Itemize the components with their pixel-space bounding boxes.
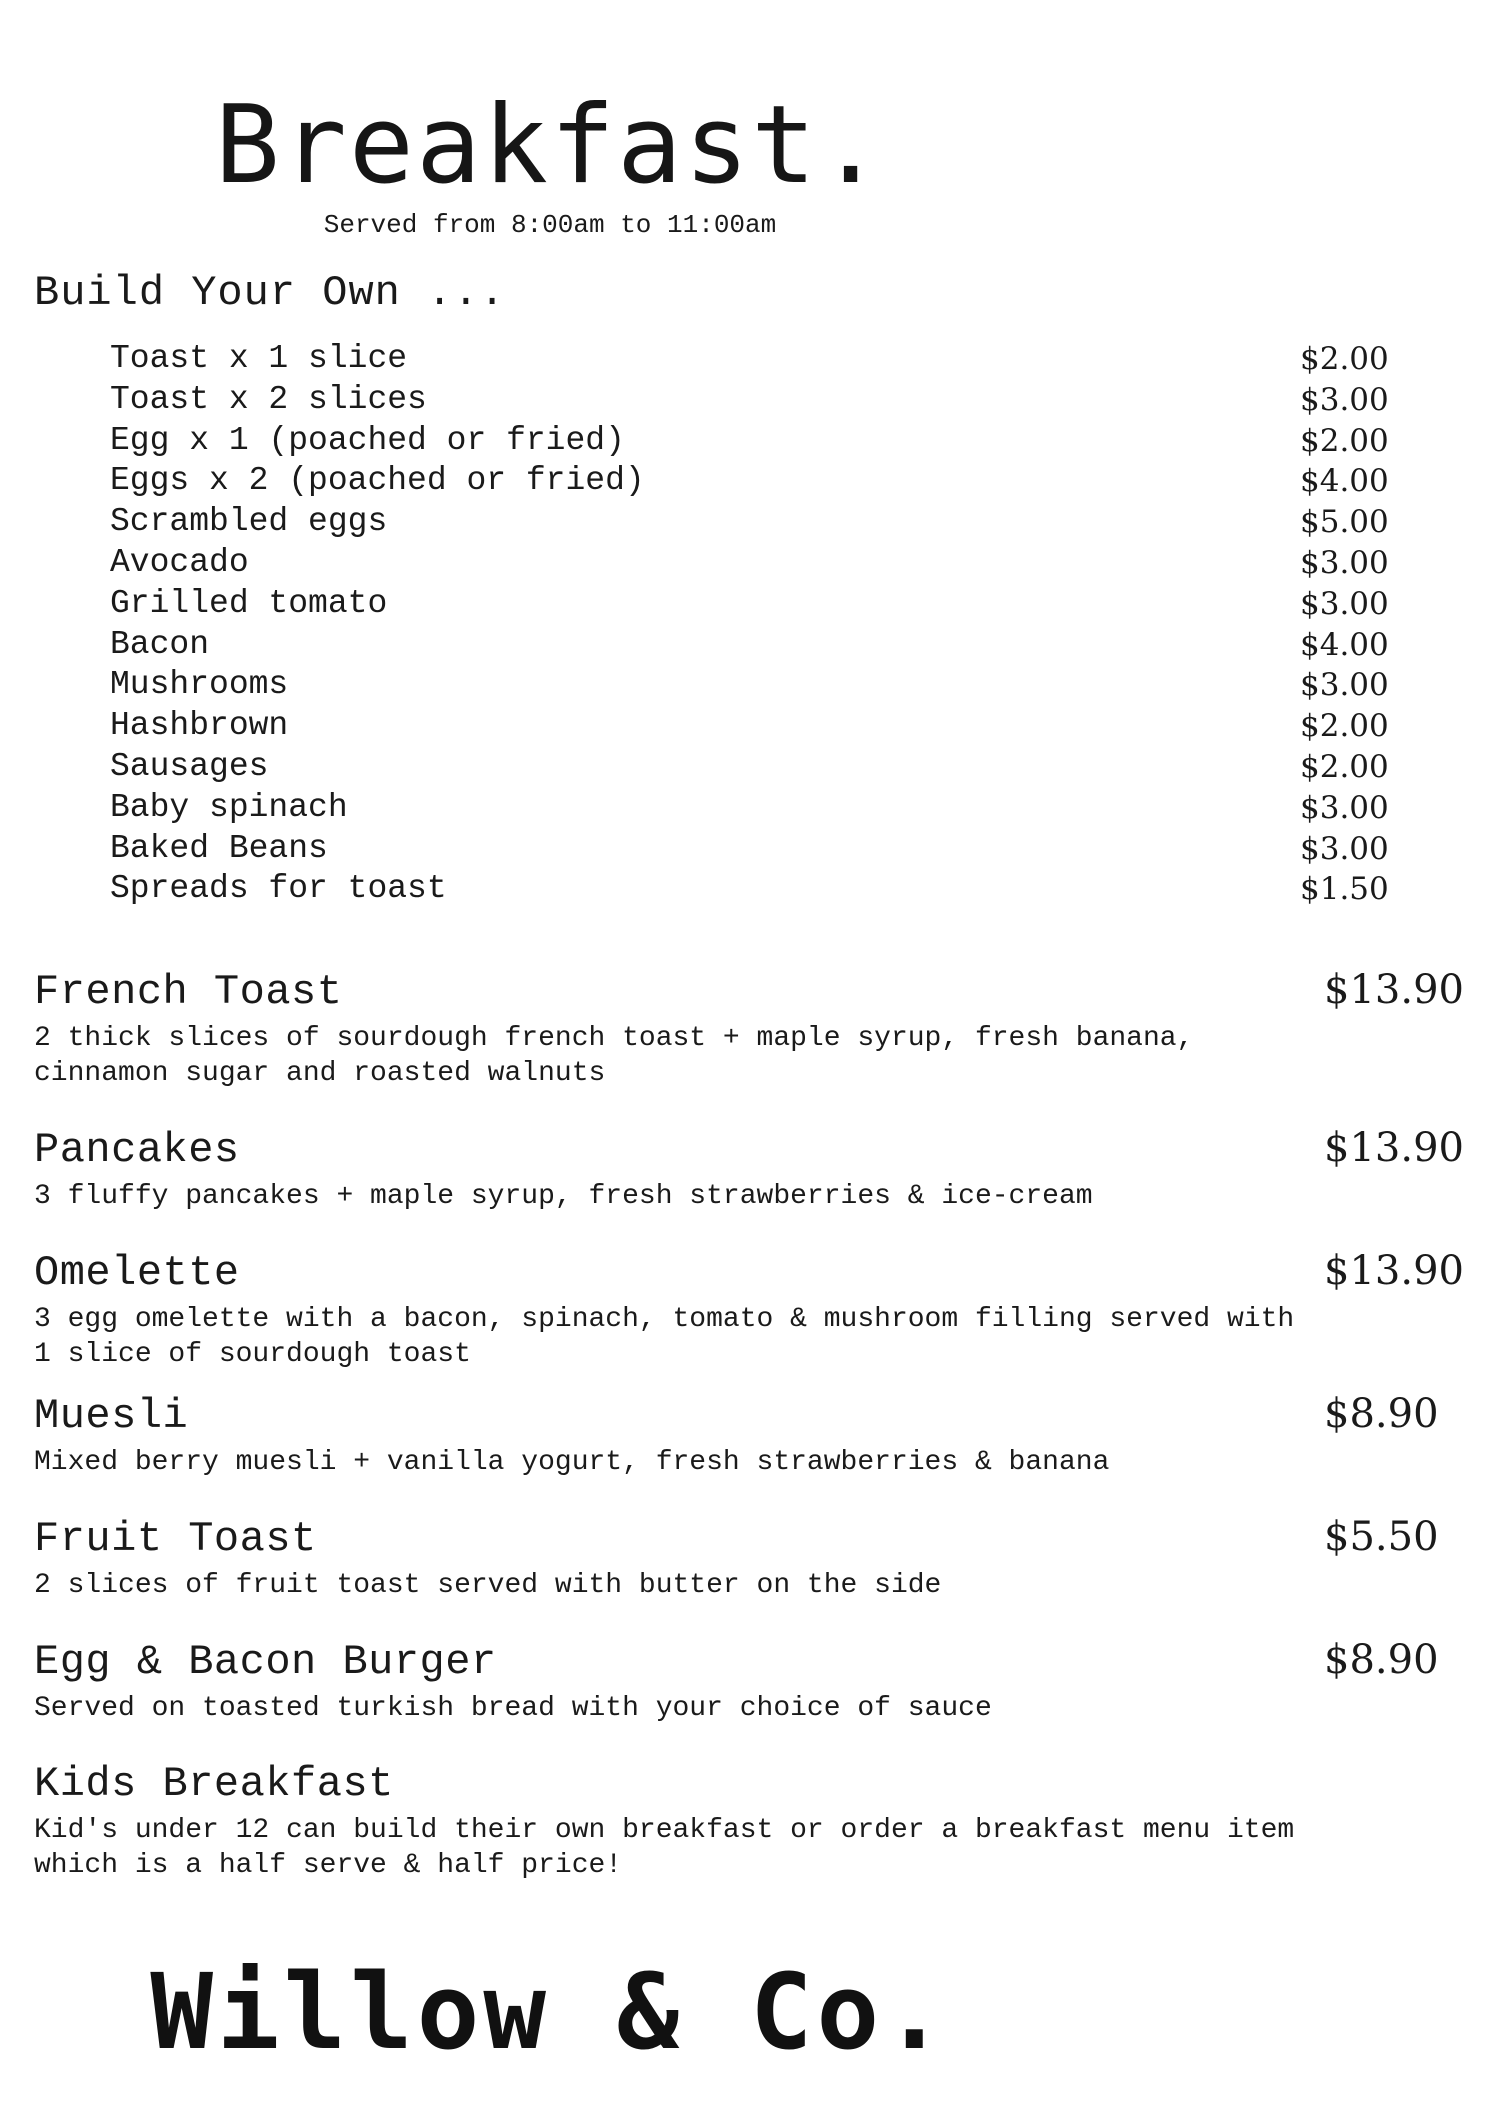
item-price: $3.00 [1300, 544, 1389, 581]
list-item [110, 706, 1400, 747]
item-price: $3.00 [1300, 585, 1389, 622]
item-price: $3.00 [1300, 830, 1389, 867]
item-name: Grilled tomato [110, 584, 388, 622]
dish-name: Muesli [34, 1392, 189, 1440]
list-item [110, 380, 1400, 421]
list-item [110, 788, 1400, 829]
build-your-own-list [110, 339, 1400, 910]
dish-description: Kid's under 12 can build their own breakfast or order a breakfast menu item which is a half serve & half price! [34, 1815, 1295, 1881]
dish-omelette [34, 1248, 1474, 1372]
dish-description: 2 thick slices of sourdough french toast + maple syrup, fresh banana, cinnamon sugar and roasted walnuts [34, 1023, 1194, 1089]
dish-price: $8.90 [1324, 1637, 1439, 1683]
dish-price: $13.90 [1324, 1248, 1464, 1294]
dish-name: Fruit Toast [34, 1515, 317, 1563]
item-name: Bacon [110, 625, 210, 663]
dish-fruit-toast [34, 1514, 1474, 1603]
list-item [110, 339, 1400, 380]
list-item [110, 747, 1400, 788]
item-price: $2.00 [1300, 422, 1389, 459]
build-your-own-heading: Build Your Own ... [34, 269, 506, 317]
dish-price: $8.90 [1324, 1391, 1439, 1437]
dish-description: 2 slices of fruit toast served with butter on the side [34, 1570, 942, 1601]
dish-name: Egg & Bacon Burger [34, 1638, 497, 1686]
dish-french-toast [34, 967, 1474, 1091]
item-price: $2.00 [1300, 708, 1389, 745]
item-price: $3.00 [1300, 667, 1389, 704]
dish-name: French Toast [34, 968, 343, 1016]
item-name: Baby spinach [110, 788, 348, 826]
item-price: $2.00 [1300, 341, 1389, 377]
list-item [110, 829, 1400, 870]
brand-name: Willow & Co. [150, 1951, 950, 2073]
dish-description: 3 fluffy pancakes + maple syrup, fresh strawberries & ice-cream [34, 1181, 1093, 1212]
menu-title: Breakfast. [214, 83, 886, 208]
list-item [110, 869, 1400, 910]
item-name: Avocado [110, 543, 249, 581]
list-item [110, 665, 1400, 706]
item-price: $5.00 [1300, 504, 1389, 541]
list-item [110, 502, 1400, 543]
item-price: $4.00 [1300, 463, 1389, 500]
item-name: Scrambled eggs [110, 503, 388, 541]
dish-description: Served on toasted turkish bread with your choice of sauce [34, 1693, 992, 1724]
list-item [110, 421, 1400, 462]
item-name: Egg x 1 (poached or fried) [110, 421, 625, 459]
dish-name: Pancakes [34, 1126, 240, 1174]
dish-description: Mixed berry muesli + vanilla yogurt, fresh strawberries & banana [34, 1447, 1110, 1478]
dish-muesli [34, 1391, 1474, 1480]
item-name: Hashbrown [110, 707, 289, 745]
dish-name: Omelette [34, 1249, 240, 1297]
dish-price: $5.50 [1324, 1514, 1439, 1560]
list-item [110, 461, 1400, 502]
item-name: Toast x 1 slice [110, 340, 408, 377]
dish-pancakes [34, 1125, 1474, 1214]
item-price: $3.00 [1300, 789, 1389, 826]
item-name: Toast x 2 slices [110, 380, 427, 418]
item-name: Baked Beans [110, 829, 328, 867]
item-price: $1.50 [1300, 871, 1389, 908]
serving-hours: Served from 8:00am to 11:00am [323, 210, 777, 240]
dish-name: Kids Breakfast [34, 1760, 394, 1808]
dish-egg-bacon-burger [34, 1637, 1474, 1726]
dish-description: 3 egg omelette with a bacon, spinach, tomato & mushroom filling served with 1 slice of sourdough toast [34, 1304, 1295, 1370]
item-price: $4.00 [1300, 626, 1389, 663]
item-name: Spreads for toast [110, 870, 447, 908]
list-item [110, 543, 1400, 584]
list-item [110, 625, 1400, 666]
item-name: Eggs x 2 (poached or fried) [110, 462, 645, 500]
item-price: $3.00 [1300, 381, 1389, 418]
dish-kids-breakfast [34, 1760, 1474, 1883]
list-item [110, 584, 1400, 625]
item-name: Mushrooms [110, 666, 289, 704]
dish-price: $13.90 [1324, 967, 1464, 1013]
item-name: Sausages [110, 747, 269, 785]
dish-price: $13.90 [1324, 1125, 1464, 1171]
item-price: $2.00 [1300, 748, 1389, 785]
